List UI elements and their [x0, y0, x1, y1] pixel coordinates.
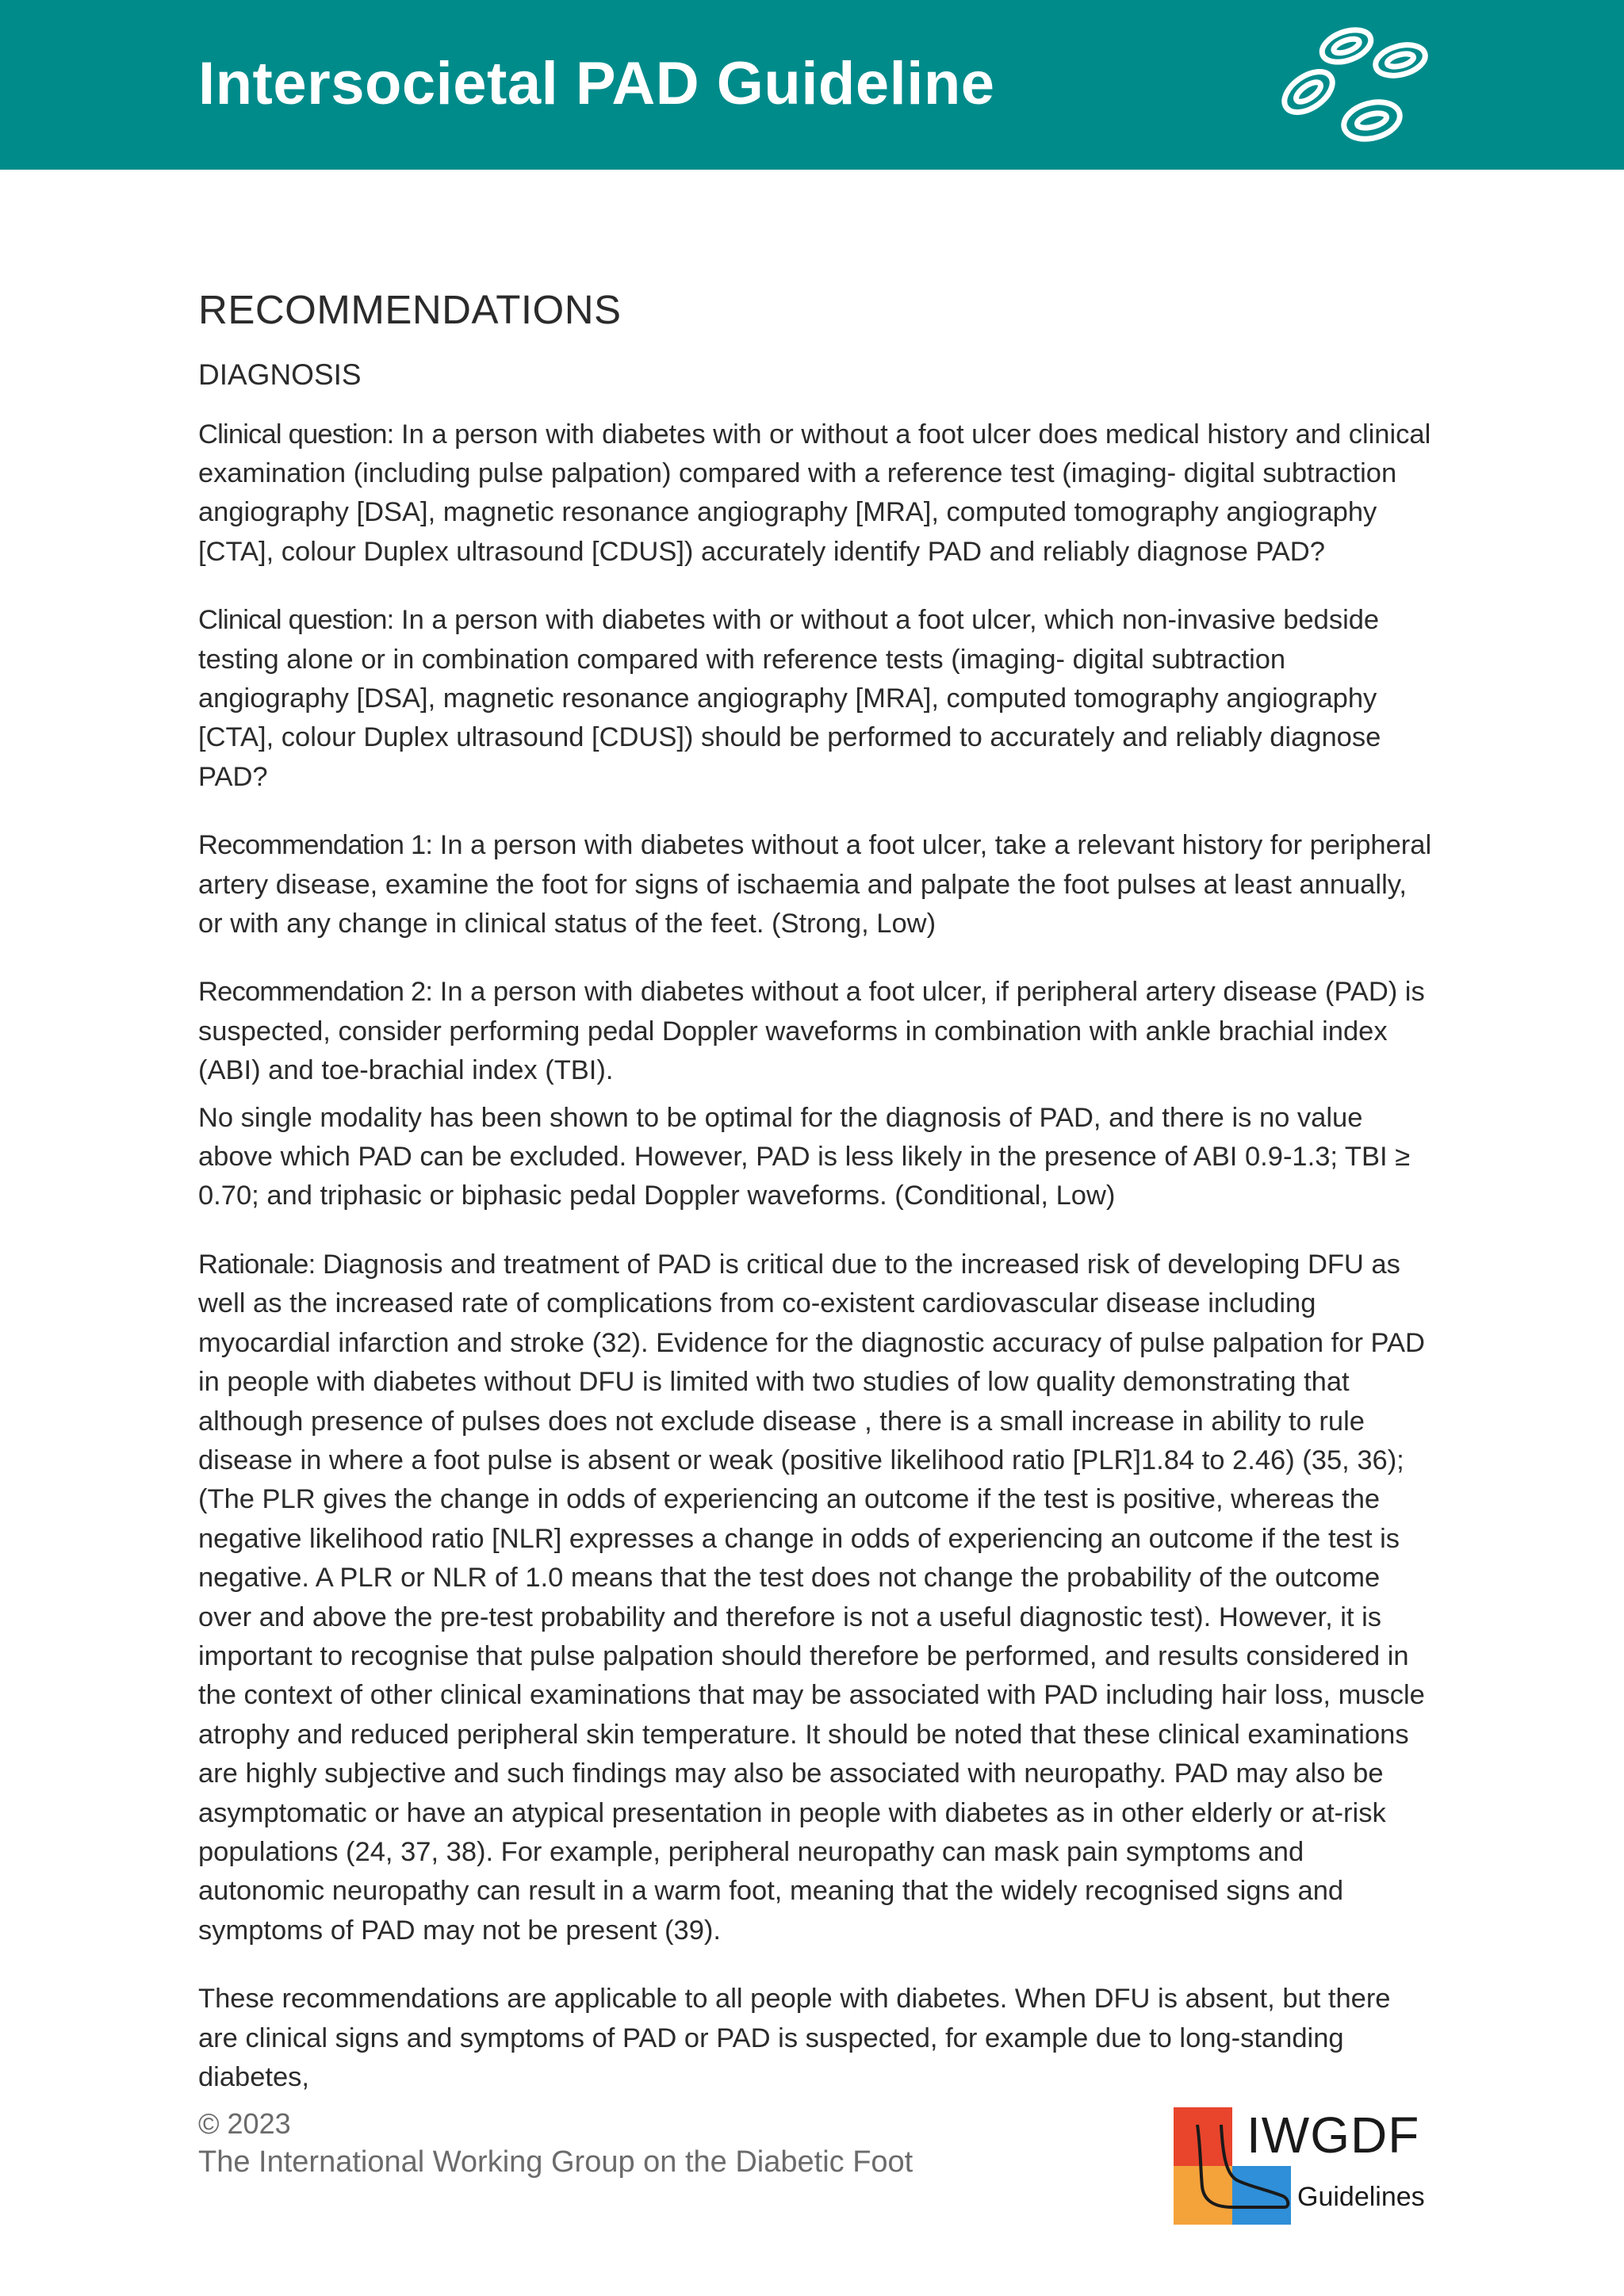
paragraph-text: Diagnosis and treatment of PAD is critical due to the increased risk of developing DFU as well as the increased rate of complications from co-existent cardiovascular disease including myocardial infarction and stroke (32). Evidence for the diagnostic accuracy of pulse palpation for PAD in people with diabetes without DFU is limited with two studies of low quality demonstrating that although presence of pulses does not exclude disease , there is a small increase in ability to rule disease in where a foot pulse is absent or weak (positive likelihood ratio [PLR]1.84 to 2.46) (35, 36);(The PLR gives the change in odds of experiencing an outcome if the test is positive, whereas the negative likelihood ratio [NLR] expresses a change in odds of experiencing an outcome if the test is negative. A PLR or NLR of 1.0 means that the test does not change the probability of the outcome over and above the pre-test probability and therefore is not a useful diagnostic test). However, it is important to recognise that pulse palpation should therefore be performed, and results considered in the context of other clinical examinations that may be associated with PAD including hair loss, muscle atrophy and reduced peripheral skin temperature. It should be noted that these clinical examinations are highly subjective and such findings may also be associated with neuropathy. PAD may also be asymptomatic or have an atypical presentation in people with diabetes as in other elderly or at-risk populations (24, 37, 38). For example, peripheral neuropathy can mask pain symptoms and autonomic neuropathy can result in a warm foot, meaning that the widely recognised signs and symptoms of PAD may not be present (39).	[198, 1249, 1425, 1946]
paragraph-lead: Clinical question:	[198, 419, 394, 450]
paragraph-text: In a person with diabetes with or without a foot ulcer does medical history and clinical examination (including pulse palpation) compared with a reference test (imaging- digital subtraction angiography [DSA], magnetic resonance angiography [MRA], computed tomography angiography [CTA], colour Duplex ultrasound [CDUS]) accurately identify PAD and reliably diagnose PAD?	[198, 419, 1431, 567]
paragraph-text: In a person with diabetes with or without a foot ulcer, which non-invasive bedside testing alone or in combination compared with reference tests (imaging- digital subtraction angiography [DSA], magnetic resonance angiography [MRA], computed tomography angiography [CTA], colour Duplex ultrasound [CDUS]) should be performed to accurately and reliably diagnose PAD?	[198, 605, 1381, 792]
copyright: © 2023	[198, 2107, 291, 2140]
section-title: RECOMMENDATIONS	[198, 287, 622, 332]
iwgdf-logo	[1174, 2107, 1459, 2229]
main-content	[198, 285, 1435, 2126]
guideline-title: Intersocietal PAD Guideline	[198, 50, 995, 117]
paragraph-text: No single modality has been shown to be optimal for the diagnosis of PAD, and there is no value above which PAD can be excluded. However, PAD is less likely in the presence of ABI 0.9-1.3; TBI ≥ 0.70; and triphasic or biphasic pedal Doppler waveforms. (Conditional, Low)	[198, 1102, 1411, 1211]
recommendation-2-detail	[198, 1099, 1435, 1216]
logo-subtitle: Guidelines	[1297, 2182, 1425, 2212]
rationale	[198, 1246, 1435, 1950]
organization-name: The International Working Group on the Diabetic Foot	[198, 2145, 914, 2179]
clinical-question-2	[198, 601, 1435, 797]
recommendation-1	[198, 826, 1435, 943]
applicability-paragraph	[198, 1980, 1435, 2097]
paragraph-lead: Clinical question:	[198, 605, 394, 636]
clinical-question-1	[198, 415, 1435, 572]
paragraph-lead: Recommendation 1:	[198, 830, 433, 861]
paragraph-text: These recommendations are applicable to all people with diabetes. When DFU is absent, but there are clinical signs and symptoms of PAD or PAD is suspected, for example due to long-standing diabetes,	[198, 1984, 1391, 2093]
paragraph-text: In a person with diabetes without a foot ulcer, if peripheral artery disease (PAD) is suspected, consider performing pedal Doppler waveforms in combination with ankle brachial index (ABI) and toe-brachial index (TBI).	[198, 977, 1425, 1086]
recommendation-2	[198, 973, 1435, 1090]
section-subtitle: DIAGNOSIS	[198, 358, 362, 392]
logo-name: IWGDF	[1247, 2107, 1420, 2164]
red-blood-cells-icon	[1267, 19, 1435, 154]
paragraph-lead: Rationale:	[198, 1249, 316, 1280]
page-header	[0, 0, 1624, 170]
paragraph-lead: Recommendation 2:	[198, 977, 433, 1008]
paragraph-text: In a person with diabetes without a foot ulcer, take a relevant history for peripheral artery disease, examine the foot for signs of ischaemia and palpate the foot pulses at least annually, or with any change in clinical status of the feet. (Strong, Low)	[198, 830, 1432, 939]
